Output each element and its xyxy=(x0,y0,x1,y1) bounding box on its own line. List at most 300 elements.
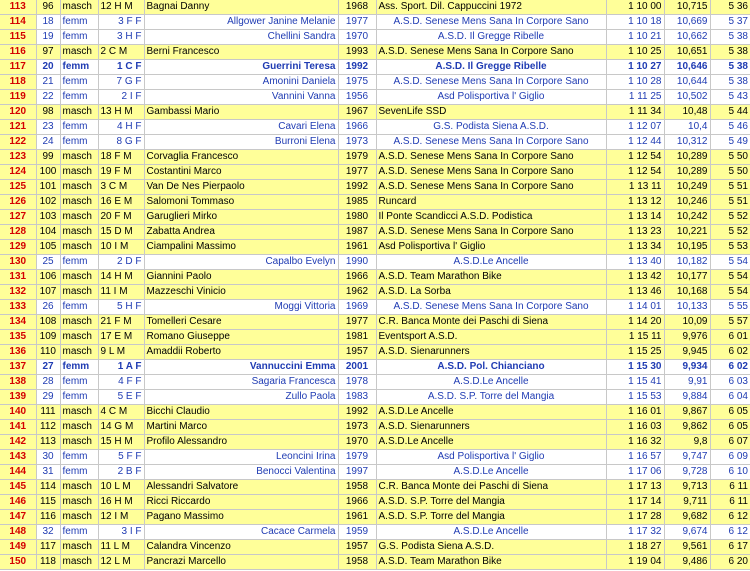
finish-time-cell: 1 17 14 xyxy=(606,495,664,510)
athlete-name-cell: Guerrini Teresa xyxy=(144,60,338,75)
gender-cell: masch xyxy=(60,420,98,435)
bib-number-cell: 23 xyxy=(36,120,60,135)
finish-time-cell: 1 18 27 xyxy=(606,540,664,555)
pace-cell: 6 10 xyxy=(710,465,750,480)
speed-cell: 9,91 xyxy=(664,375,710,390)
table-row xyxy=(0,480,750,495)
bib-number-cell: 98 xyxy=(36,105,60,120)
athlete-name-cell: Cacace Carmela xyxy=(144,525,338,540)
athlete-name-cell: Tomelleri Cesare xyxy=(144,315,338,330)
finish-time-cell: 1 13 46 xyxy=(606,285,664,300)
pace-cell: 5 44 xyxy=(710,105,750,120)
team-cell: Asd Polisportiva l' Giglio xyxy=(376,240,606,255)
category-cell: 3 F F xyxy=(98,15,144,30)
position-cell: 128 xyxy=(0,225,36,240)
gender-cell: femm xyxy=(60,375,98,390)
table-row xyxy=(0,120,750,135)
bib-number-cell: 108 xyxy=(36,315,60,330)
gender-cell: masch xyxy=(60,180,98,195)
birth-year-cell: 1979 xyxy=(338,150,376,165)
finish-time-cell: 1 13 42 xyxy=(606,270,664,285)
pace-cell: 5 38 xyxy=(710,30,750,45)
position-cell: 119 xyxy=(0,90,36,105)
table-row xyxy=(0,285,750,300)
pace-cell: 6 17 xyxy=(710,540,750,555)
pace-cell: 5 50 xyxy=(710,165,750,180)
position-cell: 136 xyxy=(0,345,36,360)
finish-time-cell: 1 12 54 xyxy=(606,165,664,180)
bib-number-cell: 27 xyxy=(36,360,60,375)
athlete-name-cell: Berni Francesco xyxy=(144,45,338,60)
gender-cell: masch xyxy=(60,165,98,180)
position-cell: 145 xyxy=(0,480,36,495)
speed-cell: 10,644 xyxy=(664,75,710,90)
team-cell: A.S.D. Il Gregge Ribelle xyxy=(376,30,606,45)
speed-cell: 10,195 xyxy=(664,240,710,255)
finish-time-cell: 1 14 01 xyxy=(606,300,664,315)
athlete-name-cell: Gambassi Mario xyxy=(144,105,338,120)
finish-time-cell: 1 13 12 xyxy=(606,195,664,210)
speed-cell: 10,502 xyxy=(664,90,710,105)
category-cell: 10 L M xyxy=(98,480,144,495)
gender-cell: masch xyxy=(60,510,98,525)
team-cell: Asd Polisportiva l' Giglio xyxy=(376,450,606,465)
bib-number-cell: 32 xyxy=(36,525,60,540)
finish-time-cell: 1 10 25 xyxy=(606,45,664,60)
bib-number-cell: 112 xyxy=(36,420,60,435)
birth-year-cell: 1975 xyxy=(338,75,376,90)
finish-time-cell: 1 16 32 xyxy=(606,435,664,450)
birth-year-cell: 1977 xyxy=(338,315,376,330)
position-cell: 121 xyxy=(0,120,36,135)
pace-cell: 6 11 xyxy=(710,480,750,495)
gender-cell: masch xyxy=(60,405,98,420)
athlete-name-cell: Benocci Valentina xyxy=(144,465,338,480)
pace-cell: 5 50 xyxy=(710,150,750,165)
pace-cell: 5 52 xyxy=(710,225,750,240)
table-row xyxy=(0,0,750,15)
birth-year-cell: 1966 xyxy=(338,120,376,135)
team-cell: A.S.D. Senese Mens Sana In Corpore Sano xyxy=(376,135,606,150)
bib-number-cell: 99 xyxy=(36,150,60,165)
category-cell: 14 G M xyxy=(98,420,144,435)
speed-cell: 10,715 xyxy=(664,0,710,15)
bib-number-cell: 31 xyxy=(36,465,60,480)
birth-year-cell: 1973 xyxy=(338,135,376,150)
team-cell: A.S.D.Le Ancelle xyxy=(376,375,606,390)
gender-cell: masch xyxy=(60,240,98,255)
table-row xyxy=(0,30,750,45)
table-row xyxy=(0,525,750,540)
pace-cell: 5 36 xyxy=(710,0,750,15)
category-cell: 13 H M xyxy=(98,105,144,120)
gender-cell: femm xyxy=(60,465,98,480)
pace-cell: 5 38 xyxy=(710,45,750,60)
category-cell: 15 H M xyxy=(98,435,144,450)
gender-cell: femm xyxy=(60,360,98,375)
table-row xyxy=(0,390,750,405)
bib-number-cell: 29 xyxy=(36,390,60,405)
finish-time-cell: 1 15 41 xyxy=(606,375,664,390)
birth-year-cell: 1993 xyxy=(338,45,376,60)
bib-number-cell: 104 xyxy=(36,225,60,240)
team-cell: C.R. Banca Monte dei Paschi di Siena xyxy=(376,315,606,330)
table-row xyxy=(0,210,750,225)
bib-number-cell: 113 xyxy=(36,435,60,450)
team-cell: G.S. Podista Siena A.S.D. xyxy=(376,540,606,555)
finish-time-cell: 1 17 28 xyxy=(606,510,664,525)
speed-cell: 10,669 xyxy=(664,15,710,30)
birth-year-cell: 2001 xyxy=(338,360,376,375)
position-cell: 118 xyxy=(0,75,36,90)
table-row xyxy=(0,90,750,105)
category-cell: 3 I F xyxy=(98,525,144,540)
athlete-name-cell: Zabatta Andrea xyxy=(144,225,338,240)
birth-year-cell: 1987 xyxy=(338,225,376,240)
team-cell: Ass. Sport. Dil. Cappuccini 1972 xyxy=(376,0,606,15)
team-cell: A.S.D. Il Gregge Ribelle xyxy=(376,60,606,75)
speed-cell: 9,486 xyxy=(664,555,710,570)
birth-year-cell: 1962 xyxy=(338,285,376,300)
speed-cell: 10,289 xyxy=(664,165,710,180)
position-cell: 135 xyxy=(0,330,36,345)
speed-cell: 9,711 xyxy=(664,495,710,510)
table-row xyxy=(0,270,750,285)
birth-year-cell: 1961 xyxy=(338,510,376,525)
athlete-name-cell: Calandra Vincenzo xyxy=(144,540,338,555)
team-cell: A.S.D. Senese Mens Sana In Corpore Sano xyxy=(376,150,606,165)
finish-time-cell: 1 10 18 xyxy=(606,15,664,30)
team-cell: A.S.D. Senese Mens Sana In Corpore Sano xyxy=(376,300,606,315)
table-row xyxy=(0,375,750,390)
finish-time-cell: 1 10 00 xyxy=(606,0,664,15)
team-cell: Runcard xyxy=(376,195,606,210)
speed-cell: 10,242 xyxy=(664,210,710,225)
pace-cell: 5 53 xyxy=(710,240,750,255)
category-cell: 2 D F xyxy=(98,255,144,270)
pace-cell: 5 54 xyxy=(710,255,750,270)
team-cell: A.S.D.Le Ancelle xyxy=(376,405,606,420)
bib-number-cell: 24 xyxy=(36,135,60,150)
bib-number-cell: 100 xyxy=(36,165,60,180)
gender-cell: femm xyxy=(60,30,98,45)
gender-cell: masch xyxy=(60,555,98,570)
bib-number-cell: 97 xyxy=(36,45,60,60)
category-cell: 19 F M xyxy=(98,165,144,180)
position-cell: 143 xyxy=(0,450,36,465)
table-row xyxy=(0,495,750,510)
position-cell: 150 xyxy=(0,555,36,570)
category-cell: 4 F F xyxy=(98,375,144,390)
gender-cell: masch xyxy=(60,480,98,495)
position-cell: 141 xyxy=(0,420,36,435)
finish-time-cell: 1 16 01 xyxy=(606,405,664,420)
position-cell: 137 xyxy=(0,360,36,375)
pace-cell: 6 05 xyxy=(710,420,750,435)
birth-year-cell: 1957 xyxy=(338,345,376,360)
gender-cell: femm xyxy=(60,120,98,135)
speed-cell: 9,747 xyxy=(664,450,710,465)
category-cell: 3 H F xyxy=(98,30,144,45)
category-cell: 5 E F xyxy=(98,390,144,405)
team-cell: A.S.D.Le Ancelle xyxy=(376,465,606,480)
category-cell: 1 A F xyxy=(98,360,144,375)
pace-cell: 6 09 xyxy=(710,450,750,465)
finish-time-cell: 1 12 07 xyxy=(606,120,664,135)
finish-time-cell: 1 13 23 xyxy=(606,225,664,240)
finish-time-cell: 1 13 11 xyxy=(606,180,664,195)
pace-cell: 5 38 xyxy=(710,60,750,75)
gender-cell: masch xyxy=(60,270,98,285)
team-cell: A.S.D. Senese Mens Sana In Corpore Sano xyxy=(376,45,606,60)
birth-year-cell: 1979 xyxy=(338,450,376,465)
athlete-name-cell: Leoncini Irina xyxy=(144,450,338,465)
birth-year-cell: 1969 xyxy=(338,300,376,315)
category-cell: 12 H M xyxy=(98,0,144,15)
bib-number-cell: 115 xyxy=(36,495,60,510)
table-row xyxy=(0,555,750,570)
position-cell: 115 xyxy=(0,30,36,45)
table-row xyxy=(0,345,750,360)
athlete-name-cell: Vannuccini Emma xyxy=(144,360,338,375)
table-row xyxy=(0,240,750,255)
team-cell: Il Ponte Scandicci A.S.D. Podistica xyxy=(376,210,606,225)
pace-cell: 6 11 xyxy=(710,495,750,510)
birth-year-cell: 1966 xyxy=(338,270,376,285)
position-cell: 114 xyxy=(0,15,36,30)
table-row xyxy=(0,435,750,450)
category-cell: 11 I M xyxy=(98,285,144,300)
birth-year-cell: 1992 xyxy=(338,180,376,195)
birth-year-cell: 1985 xyxy=(338,195,376,210)
finish-time-cell: 1 17 32 xyxy=(606,525,664,540)
gender-cell: masch xyxy=(60,210,98,225)
birth-year-cell: 1992 xyxy=(338,405,376,420)
table-row xyxy=(0,60,750,75)
finish-time-cell: 1 14 20 xyxy=(606,315,664,330)
category-cell: 1 C F xyxy=(98,60,144,75)
bib-number-cell: 107 xyxy=(36,285,60,300)
category-cell: 5 H F xyxy=(98,300,144,315)
athlete-name-cell: Chellini Sandra xyxy=(144,30,338,45)
athlete-name-cell: Vannini Vanna xyxy=(144,90,338,105)
speed-cell: 9,8 xyxy=(664,435,710,450)
category-cell: 14 H M xyxy=(98,270,144,285)
pace-cell: 6 02 xyxy=(710,360,750,375)
finish-time-cell: 1 12 44 xyxy=(606,135,664,150)
gender-cell: masch xyxy=(60,345,98,360)
category-cell: 16 H M xyxy=(98,495,144,510)
bib-number-cell: 30 xyxy=(36,450,60,465)
category-cell: 2 B F xyxy=(98,465,144,480)
gender-cell: masch xyxy=(60,45,98,60)
finish-time-cell: 1 15 30 xyxy=(606,360,664,375)
speed-cell: 9,976 xyxy=(664,330,710,345)
gender-cell: masch xyxy=(60,285,98,300)
gender-cell: masch xyxy=(60,540,98,555)
birth-year-cell: 1959 xyxy=(338,525,376,540)
pace-cell: 6 01 xyxy=(710,330,750,345)
bib-number-cell: 110 xyxy=(36,345,60,360)
team-cell: A.S.D.Le Ancelle xyxy=(376,255,606,270)
pace-cell: 6 05 xyxy=(710,405,750,420)
team-cell: A.S.D. Senese Mens Sana In Corpore Sano xyxy=(376,180,606,195)
speed-cell: 10,312 xyxy=(664,135,710,150)
position-cell: 133 xyxy=(0,300,36,315)
finish-time-cell: 1 17 13 xyxy=(606,480,664,495)
table-row xyxy=(0,510,750,525)
speed-cell: 10,246 xyxy=(664,195,710,210)
birth-year-cell: 1967 xyxy=(338,105,376,120)
pace-cell: 5 52 xyxy=(710,210,750,225)
category-cell: 5 F F xyxy=(98,450,144,465)
team-cell: A.S.D. S.P. Torre del Mangia xyxy=(376,510,606,525)
speed-cell: 9,934 xyxy=(664,360,710,375)
table-row xyxy=(0,360,750,375)
bib-number-cell: 19 xyxy=(36,30,60,45)
speed-cell: 10,168 xyxy=(664,285,710,300)
birth-year-cell: 1990 xyxy=(338,255,376,270)
pace-cell: 5 38 xyxy=(710,75,750,90)
team-cell: A.S.D. Sienarunners xyxy=(376,345,606,360)
athlete-name-cell: Bagnai Danny xyxy=(144,0,338,15)
athlete-name-cell: Pancrazi Marcello xyxy=(144,555,338,570)
birth-year-cell: 1970 xyxy=(338,435,376,450)
speed-cell: 10,133 xyxy=(664,300,710,315)
athlete-name-cell: Moggi Vittoria xyxy=(144,300,338,315)
bib-number-cell: 96 xyxy=(36,0,60,15)
birth-year-cell: 1961 xyxy=(338,240,376,255)
speed-cell: 10,289 xyxy=(664,150,710,165)
team-cell: SevenLife SSD xyxy=(376,105,606,120)
finish-time-cell: 1 10 27 xyxy=(606,60,664,75)
speed-cell: 9,561 xyxy=(664,540,710,555)
speed-cell: 9,884 xyxy=(664,390,710,405)
pace-cell: 6 12 xyxy=(710,525,750,540)
birth-year-cell: 1981 xyxy=(338,330,376,345)
bib-number-cell: 28 xyxy=(36,375,60,390)
position-cell: 149 xyxy=(0,540,36,555)
pace-cell: 6 02 xyxy=(710,345,750,360)
finish-time-cell: 1 13 34 xyxy=(606,240,664,255)
birth-year-cell: 1978 xyxy=(338,375,376,390)
category-cell: 8 G F xyxy=(98,135,144,150)
table-row xyxy=(0,465,750,480)
team-cell: A.S.D. Team Marathon Bike xyxy=(376,555,606,570)
pace-cell: 5 49 xyxy=(710,135,750,150)
athlete-name-cell: Van De Nes Pierpaolo xyxy=(144,180,338,195)
position-cell: 113 xyxy=(0,0,36,15)
gender-cell: femm xyxy=(60,255,98,270)
category-cell: 17 E M xyxy=(98,330,144,345)
position-cell: 125 xyxy=(0,180,36,195)
gender-cell: masch xyxy=(60,315,98,330)
category-cell: 15 D M xyxy=(98,225,144,240)
athlete-name-cell: Zullo Paola xyxy=(144,390,338,405)
finish-time-cell: 1 16 57 xyxy=(606,450,664,465)
table-row xyxy=(0,420,750,435)
athlete-name-cell: Ricci Riccardo xyxy=(144,495,338,510)
position-cell: 120 xyxy=(0,105,36,120)
speed-cell: 9,674 xyxy=(664,525,710,540)
athlete-name-cell: Romano Giuseppe xyxy=(144,330,338,345)
bib-number-cell: 109 xyxy=(36,330,60,345)
pace-cell: 5 54 xyxy=(710,285,750,300)
position-cell: 132 xyxy=(0,285,36,300)
speed-cell: 10,646 xyxy=(664,60,710,75)
position-cell: 134 xyxy=(0,315,36,330)
gender-cell: masch xyxy=(60,195,98,210)
speed-cell: 10,651 xyxy=(664,45,710,60)
table-row xyxy=(0,135,750,150)
finish-time-cell: 1 11 34 xyxy=(606,105,664,120)
bib-number-cell: 102 xyxy=(36,195,60,210)
position-cell: 130 xyxy=(0,255,36,270)
birth-year-cell: 1973 xyxy=(338,420,376,435)
table-row xyxy=(0,105,750,120)
finish-time-cell: 1 12 54 xyxy=(606,150,664,165)
category-cell: 4 C M xyxy=(98,405,144,420)
speed-cell: 10,182 xyxy=(664,255,710,270)
team-cell: A.S.D. La Sorba xyxy=(376,285,606,300)
athlete-name-cell: Allgower Janine Melanie xyxy=(144,15,338,30)
bib-number-cell: 21 xyxy=(36,75,60,90)
athlete-name-cell: Mazzeschi Vinicio xyxy=(144,285,338,300)
birth-year-cell: 1980 xyxy=(338,210,376,225)
speed-cell: 10,662 xyxy=(664,30,710,45)
speed-cell: 9,945 xyxy=(664,345,710,360)
bib-number-cell: 117 xyxy=(36,540,60,555)
table-row xyxy=(0,150,750,165)
position-cell: 123 xyxy=(0,150,36,165)
team-cell: A.S.D. Senese Mens Sana In Corpore Sano xyxy=(376,225,606,240)
position-cell: 138 xyxy=(0,375,36,390)
bib-number-cell: 22 xyxy=(36,90,60,105)
birth-year-cell: 1966 xyxy=(338,495,376,510)
birth-year-cell: 1977 xyxy=(338,15,376,30)
finish-time-cell: 1 11 25 xyxy=(606,90,664,105)
athlete-name-cell: Ciampalini Massimo xyxy=(144,240,338,255)
position-cell: 146 xyxy=(0,495,36,510)
bib-number-cell: 25 xyxy=(36,255,60,270)
category-cell: 11 L M xyxy=(98,540,144,555)
finish-time-cell: 1 15 25 xyxy=(606,345,664,360)
birth-year-cell: 1977 xyxy=(338,165,376,180)
bib-number-cell: 116 xyxy=(36,510,60,525)
team-cell: A.S.D.Le Ancelle xyxy=(376,435,606,450)
bib-number-cell: 18 xyxy=(36,15,60,30)
pace-cell: 5 51 xyxy=(710,180,750,195)
speed-cell: 9,862 xyxy=(664,420,710,435)
position-cell: 124 xyxy=(0,165,36,180)
speed-cell: 10,09 xyxy=(664,315,710,330)
pace-cell: 5 57 xyxy=(710,315,750,330)
finish-time-cell: 1 16 03 xyxy=(606,420,664,435)
team-cell: Asd Polisportiva l' Giglio xyxy=(376,90,606,105)
position-cell: 139 xyxy=(0,390,36,405)
gender-cell: masch xyxy=(60,330,98,345)
table-row xyxy=(0,540,750,555)
athlete-name-cell: Pagano Massimo xyxy=(144,510,338,525)
gender-cell: femm xyxy=(60,75,98,90)
position-cell: 127 xyxy=(0,210,36,225)
athlete-name-cell: Corvaglia Francesco xyxy=(144,150,338,165)
team-cell: A.S.D.Le Ancelle xyxy=(376,525,606,540)
bib-number-cell: 105 xyxy=(36,240,60,255)
pace-cell: 5 55 xyxy=(710,300,750,315)
pace-cell: 5 54 xyxy=(710,270,750,285)
athlete-name-cell: Giannini Paolo xyxy=(144,270,338,285)
